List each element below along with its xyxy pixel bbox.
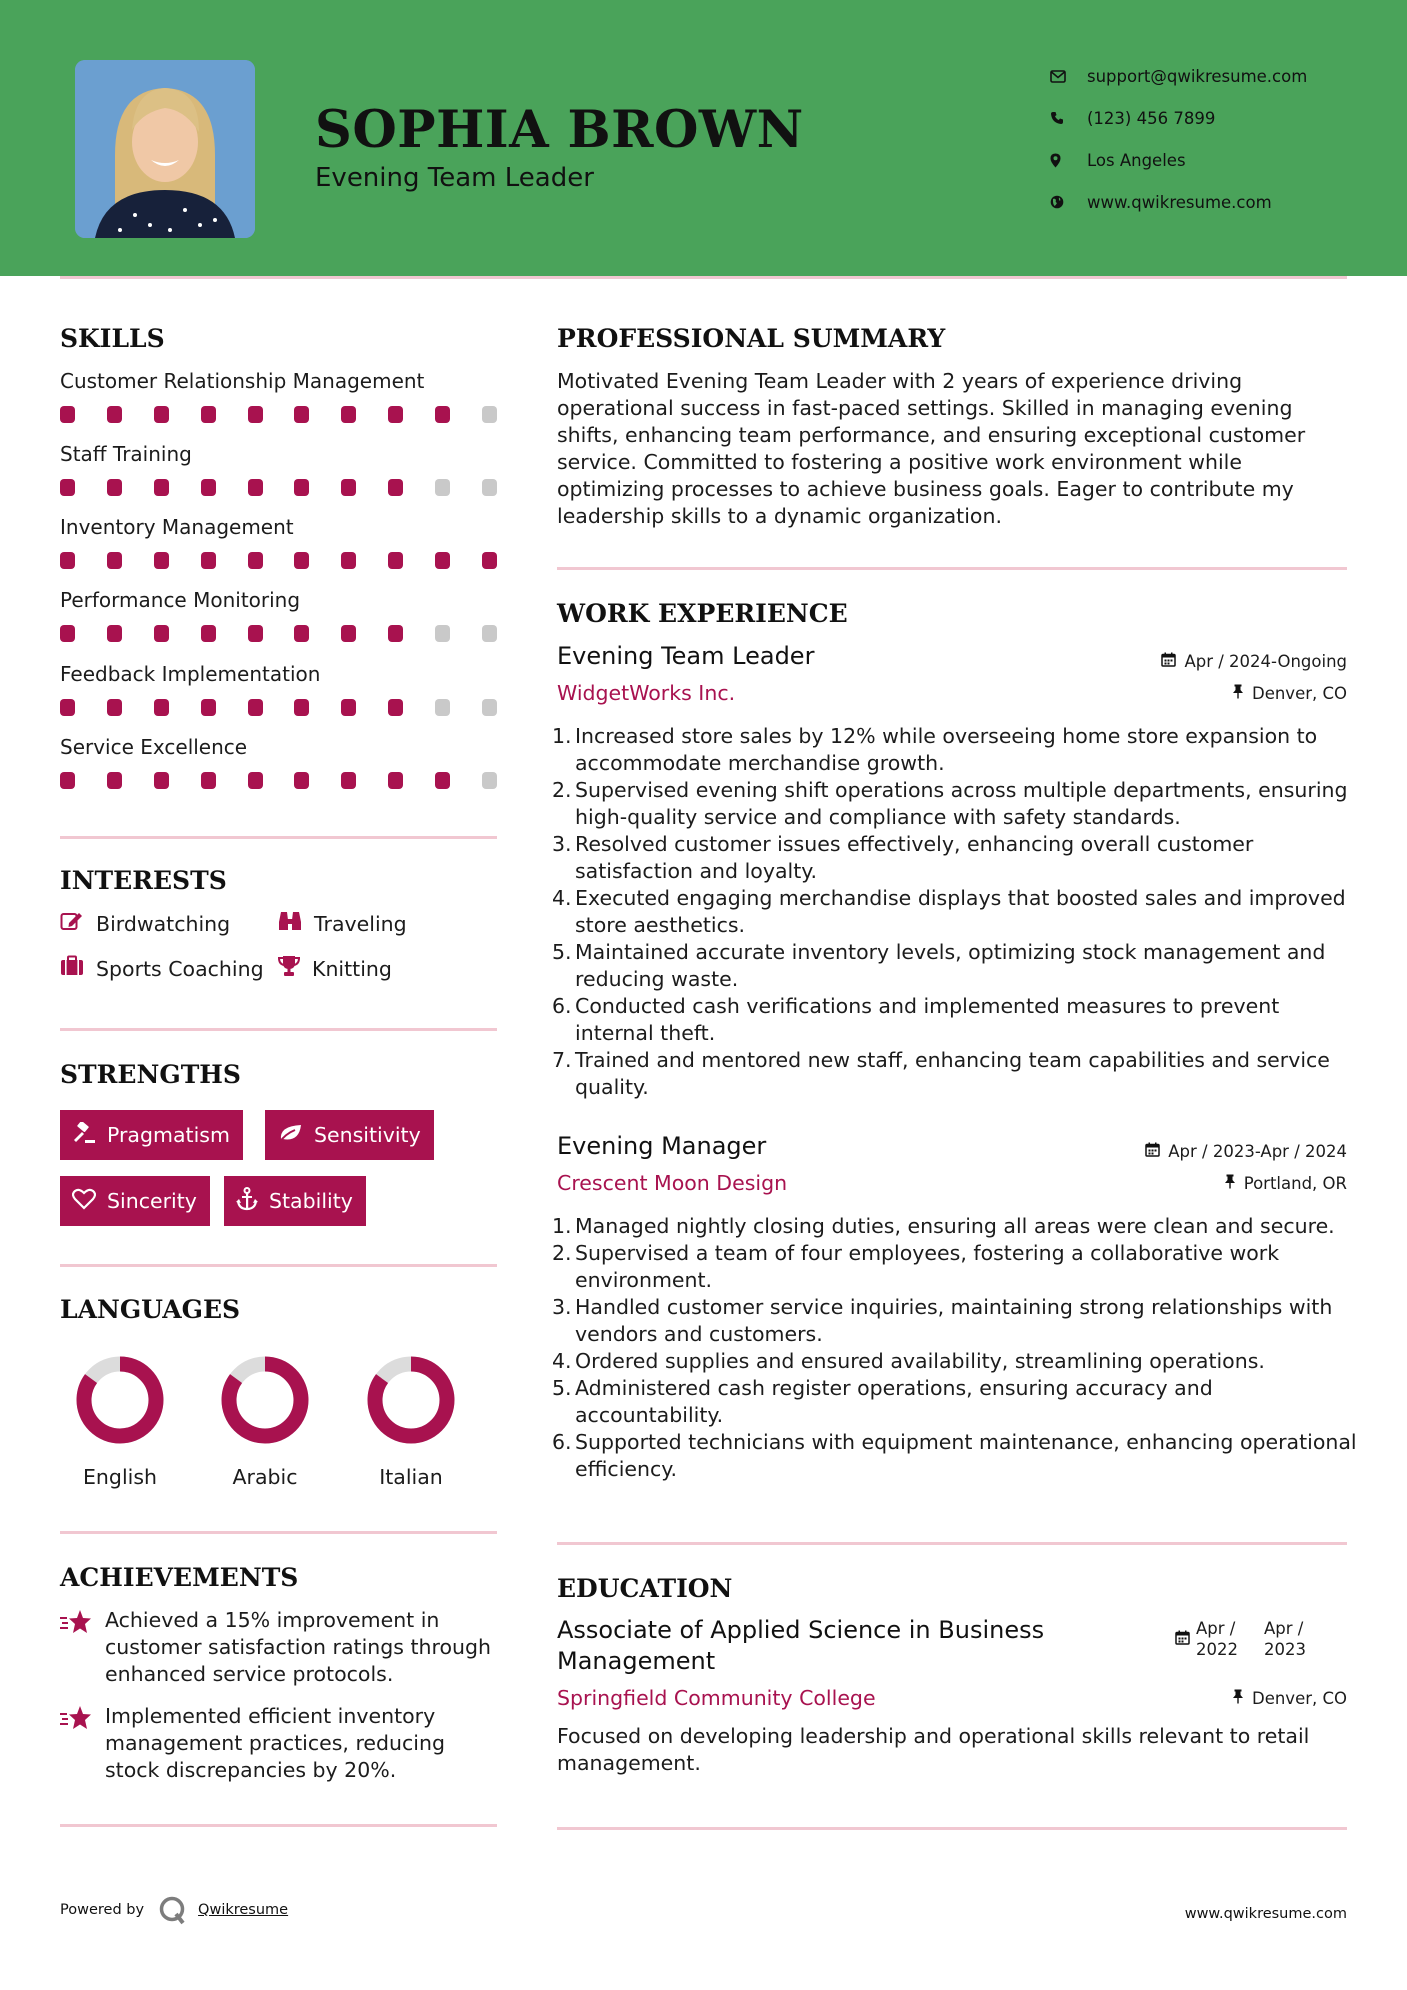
edit-icon — [60, 910, 96, 937]
achievement-item — [60, 1607, 500, 1688]
header-divider — [60, 276, 1347, 279]
education-location — [1232, 1689, 1347, 1708]
job-location — [1224, 1174, 1347, 1193]
contact-location — [1050, 139, 1307, 181]
responsibility-item — [552, 723, 1357, 777]
experience-divider — [557, 1542, 1347, 1545]
skill-name: Feedback Implementation — [60, 662, 321, 686]
responsibility-item — [552, 1375, 1357, 1429]
rating-dot-filled — [60, 552, 75, 569]
strength-label: Stability — [269, 1189, 353, 1213]
responsibility-text: Supervised evening shift operations across multiple departments, ensuring high-quality service and compliance with safety standards. — [575, 778, 1348, 829]
skill-item — [60, 587, 500, 642]
job-title: Evening Team Leader — [557, 642, 815, 670]
responsibility-number: 7. — [552, 1048, 572, 1072]
rating-dot-filled — [341, 625, 356, 642]
responsibility-item — [552, 777, 1357, 831]
contact-website-text: www.qwikresume.com — [1087, 192, 1272, 212]
job-dates-text: Apr / 2023-Apr / 2024 — [1168, 1142, 1347, 1161]
responsibility-item — [552, 1348, 1357, 1375]
rating-dot-empty — [435, 699, 450, 716]
rating-dot-filled — [154, 479, 169, 496]
rating-dot-filled — [60, 772, 75, 789]
interest-label: Knitting — [312, 956, 392, 981]
calendar-icon — [1175, 1618, 1190, 1650]
responsibility-text: Conducted cash verifications and implemented measures to prevent internal theft. — [575, 994, 1280, 1045]
responsibility-number: 3. — [552, 1295, 572, 1319]
summary-divider — [557, 567, 1347, 570]
responsibility-item — [552, 1047, 1357, 1101]
rating-dot-empty — [482, 406, 497, 423]
responsibility-number: 5. — [552, 940, 572, 964]
language-label: Arabic — [232, 1465, 298, 1489]
achievement-item — [60, 1703, 500, 1784]
interest-item — [278, 910, 407, 937]
skill-rating — [60, 625, 497, 642]
responsibility-text: Increased store sales by 12% while overseeing home store expansion to accommodate merchandise growth. — [575, 724, 1318, 775]
responsibility-text: Handled customer service inquiries, maintaining strong relationships with vendors and customers. — [575, 1295, 1333, 1346]
rating-dot-filled — [341, 699, 356, 716]
rating-dot-filled — [107, 406, 122, 423]
skill-name: Service Excellence — [60, 735, 248, 759]
interest-label: Traveling — [314, 911, 407, 936]
rating-dot-filled — [154, 625, 169, 642]
responsibility-text: Ordered supplies and ensured availability, streamlining operations. — [575, 1349, 1265, 1373]
responsibility-number: 4. — [552, 886, 572, 910]
rating-dot-filled — [154, 406, 169, 423]
contact-website[interactable] — [1050, 181, 1307, 223]
rating-dot-filled — [60, 699, 75, 716]
strength-label: Sincerity — [107, 1189, 197, 1213]
strength-label: Pragmatism — [107, 1123, 230, 1147]
contact-list — [1050, 55, 1307, 223]
job-dates — [1145, 1142, 1347, 1161]
responsibility-number: 6. — [552, 994, 572, 1018]
language-level-ring — [75, 1355, 165, 1445]
education-dates — [1175, 1618, 1326, 1660]
rating-dot-filled — [294, 625, 309, 642]
language-item — [205, 1355, 325, 1489]
strengths-heading: STRENGTHS — [60, 1060, 241, 1089]
rating-dot-filled — [341, 479, 356, 496]
star-icon — [60, 1607, 105, 1688]
experience-heading: WORK EXPERIENCE — [557, 599, 848, 628]
skill-rating — [60, 406, 497, 423]
rating-dot-empty — [482, 699, 497, 716]
responsibility-item — [552, 1240, 1357, 1294]
strength-label: Sensitivity — [314, 1123, 421, 1147]
company-name: WidgetWorks Inc. — [557, 681, 736, 705]
rating-dot-filled — [154, 552, 169, 569]
rating-dot-empty — [482, 479, 497, 496]
skill-item — [60, 368, 500, 423]
responsibility-text: Supervised a team of four employees, fostering a collaborative work environment. — [575, 1241, 1280, 1292]
rating-dot-filled — [388, 625, 403, 642]
responsibility-item — [552, 1294, 1357, 1348]
education-end: Apr / 2023 — [1264, 1619, 1306, 1659]
star-icon — [60, 1703, 105, 1784]
responsibility-item — [552, 885, 1357, 939]
rating-dot-filled — [248, 772, 263, 789]
responsibility-text: Supported technicians with equipment maintenance, enhancing operational efficiency. — [575, 1430, 1357, 1481]
rating-dot-filled — [388, 699, 403, 716]
phone-icon — [1050, 111, 1087, 125]
pushpin-icon — [1224, 1174, 1244, 1193]
education-description: Focused on developing leadership and operational skills relevant to retail management. — [557, 1724, 1310, 1775]
skill-item — [60, 661, 500, 716]
languages-divider — [60, 1531, 497, 1534]
strength-badge — [265, 1110, 434, 1160]
strength-badge — [224, 1176, 366, 1226]
job-responsibilities — [552, 1213, 1357, 1483]
binoculars-icon — [278, 910, 314, 937]
education-location-text: Denver, CO — [1251, 1689, 1347, 1708]
interest-label: Birdwatching — [96, 911, 231, 936]
job-responsibilities — [552, 723, 1357, 1101]
summary-heading: PROFESSIONAL SUMMARY — [557, 324, 946, 353]
rating-dot-filled — [201, 772, 216, 789]
responsibility-text: Resolved customer issues effectively, enhancing overall customer satisfaction and loyalty. — [575, 832, 1254, 883]
envelope-icon — [1050, 70, 1087, 83]
skill-rating — [60, 552, 497, 569]
rating-dot-empty — [482, 772, 497, 789]
language-level-ring — [220, 1355, 310, 1445]
contact-email-text: support@qwikresume.com — [1087, 66, 1308, 86]
rating-dot-filled — [341, 406, 356, 423]
rating-dot-empty — [435, 625, 450, 642]
job-location-text: Portland, OR — [1243, 1174, 1347, 1193]
rating-dot-filled — [388, 772, 403, 789]
rating-dot-filled — [248, 625, 263, 642]
achievements-divider — [60, 1824, 497, 1827]
rating-dot-empty — [482, 625, 497, 642]
school-name: Springfield Community College — [557, 1686, 876, 1710]
pushpin-icon — [1232, 1689, 1252, 1708]
interests-divider — [60, 1028, 497, 1031]
responsibility-number: 2. — [552, 778, 572, 802]
calendar-icon — [1145, 1142, 1168, 1161]
map-pin-icon — [1050, 153, 1087, 168]
language-label: Italian — [379, 1465, 443, 1489]
rating-dot-filled — [294, 552, 309, 569]
skill-item — [60, 734, 500, 789]
skill-name: Staff Training — [60, 442, 192, 466]
anchor-icon — [236, 1187, 269, 1216]
rating-dot-filled — [154, 699, 169, 716]
rating-dot-filled — [154, 772, 169, 789]
job-location-text: Denver, CO — [1251, 684, 1347, 703]
heart-icon — [72, 1188, 107, 1215]
rating-dot-filled — [248, 552, 263, 569]
contact-location-text: Los Angeles — [1087, 150, 1186, 170]
job-dates-text: Apr / 2024-Ongoing — [1184, 652, 1347, 671]
responsibility-item — [552, 993, 1357, 1047]
rating-dot-filled — [341, 552, 356, 569]
job-dates — [1161, 652, 1347, 671]
language-item — [60, 1355, 180, 1489]
globe-icon — [1050, 195, 1087, 209]
rating-dot-filled — [435, 552, 450, 569]
responsibility-text: Administered cash register operations, ensuring accuracy and accountability. — [575, 1376, 1213, 1427]
skill-name: Inventory Management — [60, 515, 294, 539]
education-heading: EDUCATION — [557, 1574, 733, 1603]
responsibility-number: 1. — [552, 724, 572, 748]
powered-by-label: Powered by — [60, 1902, 145, 1918]
skill-name: Performance Monitoring — [60, 588, 301, 612]
rating-dot-filled — [248, 406, 263, 423]
languages-heading: LANGUAGES — [60, 1295, 241, 1324]
responsibility-item — [552, 1213, 1357, 1240]
responsibility-number: 2. — [552, 1241, 572, 1265]
candidate-name: SOPHIA BROWN — [315, 100, 804, 160]
rating-dot-filled — [201, 406, 216, 423]
responsibility-item — [552, 831, 1357, 885]
briefcase-icon — [60, 955, 96, 982]
job-title: Evening Manager — [557, 1132, 767, 1160]
responsibility-text: Executed engaging merchandise displays that boosted sales and improved store aesthetics. — [575, 886, 1346, 937]
profile-photo — [75, 60, 255, 238]
trophy-icon — [278, 955, 312, 982]
rating-dot-filled — [60, 406, 75, 423]
contact-phone[interactable] — [1050, 97, 1307, 139]
degree-title: Associate of Applied Science in Business Management — [557, 1616, 1045, 1675]
rating-dot-filled — [388, 552, 403, 569]
skills-divider — [60, 836, 497, 839]
responsibility-number: 4. — [552, 1349, 572, 1373]
gavel-icon — [72, 1122, 107, 1149]
education-start: Apr / 2022 — [1196, 1619, 1238, 1659]
skills-heading: SKILLS — [60, 324, 165, 353]
rating-dot-empty — [435, 479, 450, 496]
rating-dot-filled — [248, 479, 263, 496]
responsibility-number: 3. — [552, 832, 572, 856]
candidate-title: Evening Team Leader — [315, 163, 594, 193]
calendar-icon — [1161, 652, 1184, 671]
achievement-text: Implemented efficient inventory management practices, reducing stock discrepancies by 20%. — [105, 1704, 446, 1782]
achievement-text: Achieved a 15% improvement in customer satisfaction ratings through enhanced service protocols. — [105, 1608, 492, 1686]
responsibility-number: 5. — [552, 1376, 572, 1400]
rating-dot-filled — [107, 772, 122, 789]
rating-dot-filled — [294, 406, 309, 423]
strength-badge — [60, 1176, 210, 1226]
rating-dot-filled — [482, 552, 497, 569]
strengths-divider — [60, 1264, 497, 1267]
rating-dot-filled — [107, 699, 122, 716]
responsibility-number: 1. — [552, 1214, 572, 1238]
resume-header — [0, 0, 1407, 276]
leaf-icon — [277, 1122, 314, 1149]
skill-name: Customer Relationship Management — [60, 369, 425, 393]
rating-dot-filled — [341, 772, 356, 789]
interest-label: Sports Coaching — [96, 956, 264, 981]
responsibility-text: Maintained accurate inventory levels, optimizing stock management and reducing waste. — [575, 940, 1326, 991]
rating-dot-filled — [435, 772, 450, 789]
rating-dot-filled — [60, 479, 75, 496]
rating-dot-filled — [201, 479, 216, 496]
qwikresume-logo-icon — [158, 1895, 188, 1925]
rating-dot-filled — [294, 699, 309, 716]
rating-dot-filled — [201, 625, 216, 642]
responsibility-number: 6. — [552, 1430, 572, 1454]
qwikresume-link[interactable]: Qwikresume — [198, 1902, 289, 1918]
summary-text: Motivated Evening Team Leader with 2 years of experience driving operational success in fast-paced settings. Skilled in managing evening shifts, enhancing team performance, and ensuring exceptional customer service. Committed to fostering a positive work environment while optimizing processes to achieve business goals. Eager to contribute my leadership skills to a dynamic organization. — [557, 369, 1306, 528]
rating-dot-filled — [294, 772, 309, 789]
rating-dot-filled — [294, 479, 309, 496]
contact-phone-text: (123) 456 7899 — [1087, 108, 1216, 128]
rating-dot-filled — [388, 479, 403, 496]
skill-rating — [60, 772, 497, 789]
responsibility-item — [552, 1429, 1357, 1483]
rating-dot-filled — [388, 406, 403, 423]
responsibility-text: Managed nightly closing duties, ensuring all areas were clean and secure. — [575, 1214, 1335, 1238]
rating-dot-filled — [201, 552, 216, 569]
pushpin-icon — [1232, 684, 1252, 703]
interest-item — [60, 955, 264, 982]
skill-rating — [60, 699, 497, 716]
education-divider — [557, 1827, 1347, 1830]
rating-dot-filled — [107, 479, 122, 496]
rating-dot-filled — [248, 699, 263, 716]
language-label: English — [82, 1465, 158, 1489]
interests-heading: INTERESTS — [60, 866, 227, 895]
company-name: Crescent Moon Design — [557, 1171, 788, 1195]
rating-dot-filled — [107, 625, 122, 642]
powered-by — [60, 1895, 288, 1925]
achievements-heading: ACHIEVEMENTS — [60, 1563, 299, 1592]
strength-badge — [60, 1110, 243, 1160]
job-location — [1232, 684, 1347, 703]
language-level-ring — [366, 1355, 456, 1445]
interest-item — [60, 910, 230, 937]
rating-dot-filled — [201, 699, 216, 716]
rating-dot-filled — [107, 552, 122, 569]
language-item — [351, 1355, 471, 1489]
footer-website[interactable]: www.qwikresume.com — [1184, 1906, 1347, 1922]
skill-item — [60, 514, 500, 569]
rating-dot-filled — [60, 625, 75, 642]
contact-email[interactable] — [1050, 55, 1307, 97]
skill-item — [60, 441, 500, 496]
rating-dot-filled — [435, 406, 450, 423]
responsibility-item — [552, 939, 1357, 993]
skill-rating — [60, 479, 497, 496]
interest-item — [278, 955, 392, 982]
responsibility-text: Trained and mentored new staff, enhancing team capabilities and service quality. — [575, 1048, 1330, 1099]
